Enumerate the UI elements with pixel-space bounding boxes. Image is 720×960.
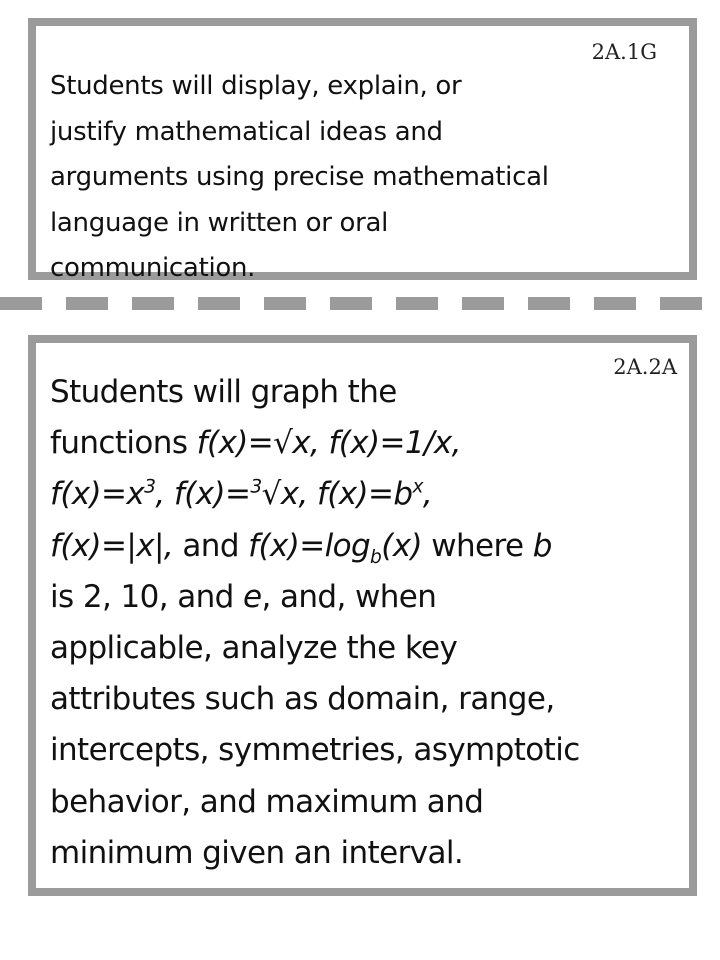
text-line: Students will graph the: [50, 374, 397, 410]
exponent: x: [412, 477, 423, 499]
text-line: [50, 572, 681, 623]
text: functions: [50, 425, 197, 462]
math: (x): [381, 527, 422, 564]
math: e: [242, 578, 262, 615]
standard-card-2a1g: [28, 18, 697, 283]
text: and: [173, 527, 249, 564]
text-line: justify mathematical ideas and: [50, 116, 443, 147]
math: [50, 476, 432, 512]
math: √x, f(x)=b: [261, 476, 413, 513]
standard-code: 2A.2A: [613, 355, 677, 379]
math: [248, 527, 422, 568]
text-line: attributes such as domain, range,: [50, 681, 555, 718]
dashed-cut-line: [0, 297, 720, 310]
math: f(x)=x: [50, 476, 145, 513]
text-line: [50, 418, 681, 469]
text: , and, when: [261, 578, 437, 615]
exponent: 3: [144, 477, 156, 499]
standard-text: [50, 64, 681, 292]
text-line: Students will display, explain, or: [50, 71, 462, 101]
standard-code: 2A.1G: [591, 40, 657, 64]
text-line: intercepts, symmetries, asymptotic: [50, 732, 580, 769]
text-line: [50, 469, 681, 520]
root-index: 3: [250, 477, 262, 499]
text-line: behavior, and maximum and: [50, 783, 484, 820]
log-base: b: [370, 546, 382, 568]
math: b: [532, 527, 552, 564]
text-line: communication.: [50, 253, 256, 283]
math: f(x)=log: [248, 527, 371, 564]
text-line: arguments using precise mathematical: [50, 162, 549, 192]
math: f(x)=|x|,: [50, 527, 174, 564]
standard-card-2a2a: [28, 335, 697, 896]
math: f(x)=√x, f(x)=1/x,: [196, 425, 461, 462]
text-line: language in written or oral: [50, 207, 389, 238]
text: where: [421, 527, 533, 564]
standard-text: [50, 367, 681, 879]
text: is 2, 10, and: [50, 578, 243, 615]
text-line: [50, 521, 681, 572]
math: ,: [422, 476, 433, 513]
math: , f(x)=: [155, 476, 251, 513]
text-line: applicable, analyze the key: [50, 630, 458, 667]
text-line: minimum given an interval.: [50, 834, 464, 871]
